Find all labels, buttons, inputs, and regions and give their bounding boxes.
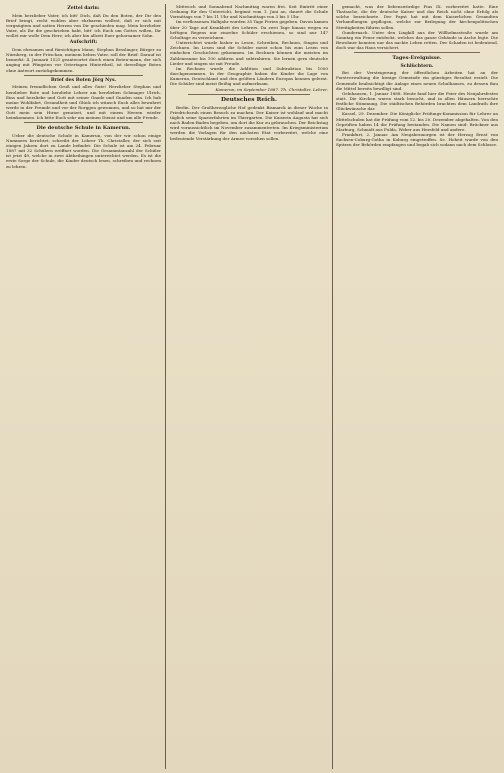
tages-section-sub: Schlüchtern. [400,63,434,69]
col3-para4: Gelnhausen, 1. Januar 1888. Heute fand hier die Feier des Neujahrsfestes statt. Die Kirchen waren stark besucht, und in allen Häusern herrschte festliche Stimmung. Die städtischen Behörden brachten dem Landrath ihre Glückwünsche dar. [336,90,498,112]
col2-intro: Mittwoch und Sonnabend Nachmittag waren frei. Seit Eintritt einer Ordnung für den Unterricht, beginnt vom 1. Juni an, dauert die Schule Vormittags von 7 bis 11 Uhr und Nachmittags von 3 bis 5 Uhr. [170,4,328,20]
story-title: Aufschrift: [69,40,98,46]
col3-para5: Kassel, 29. Dezember. Die Königliche Prüfungs-Kommission für Lehrer an Mittelschulen hat die Prüfung vom 12. bis 20. Dezember abgehalten. Von den Geprüften haben 14 die Prüfung bestanden. Die Namen sind: Brückner aus Marburg, Schmidt aus Fulda, Weber aus Hersfeld und andere. [336,111,498,132]
column-2 [170,4,328,769]
story-text: Dem ehrsamen und fürsichtigen Mann, Stephan Besslinger, Bürger zu Nürnberg, in der Fröschau, meinem lieben Vater, soll der Brief. Darauf ist bemerkt: 4. Januarii 1521 geantwortet durch einen Boten-mann, der sich anging mit Pfingsten vor Ostertagen Hintertheil, ist derselbige Boten ohne Antwort zurückgekommen. [6,46,161,73]
col3-para2: Gundernach. Unter den Lingkill aus der Willhelmsstraße wurde am Sonntag ein Feuer entdeckt, welches das ganze Gebäude in Asche legte. Die Bewohner konnten nur das nackte Leben retten. Der Schaden ist bedeutend, doch war das Haus versichert. [336,29,498,51]
section3-text: Ueber die deutsche Schule in Kamerun, von der wir schon einige Nummern berichtet, schreibt der Lehrer Th. Christaller, der sich seit einigen Jahren dort zu Lande befindet: Die Schule ist am 24. Februar 1887 mit 32 Schülern eröffnet worden. Die Gesammtanzahl der Schüler ist jetzt 49, welche in zwei Abtheilungen unterrichtet werden. Es ist die erste Sorge der Schule, die Kinder deutsch lesen, schreiben und rechnen zu lehren. [6,132,161,169]
section2-title: Brief des Boten Jörg Nys. [50,77,117,83]
reich-section-text: Berlin. Der Großherzogliche Hof gedenkt Bismarck in dieser Woche in Friedrichsruh einen Besuch zu machen. Der Kaiser ist wohlauf und macht täglich seine Spazierfahrten im Thiergarten. Die Kaiserin Augusta hat sich nach Baden-Baden begeben, um dort die Kur zu gebrauchen. Der Reichstag wird voraussichtlich im November zusammentreten. Im Kriegsministerium werden die Vorlagen für den nächsten Etat vorbereitet, welche eine bedeutende Verstärkung der Armee vorsehen sollen. [170,104,328,141]
poem-title: Zettel darin: [67,6,100,11]
reich-section-title: Deutsches Reich. [220,96,278,103]
column-rule-right [332,4,333,769]
column-rule-left [165,4,166,769]
col2-para4: Im Rechnen wurde die Addition und Subtraktion bis 1000 durchgenommen. In der Geographie haben die Kinder die Lage von Kamerun, Deutschland und den größten Ländern Europas kennen gelernt. Die Schüler sind meist fleißig und aufmerksam. [170,65,328,87]
col2-para2: Im verflossenen Halbjahr wurden 35 Tage Ferien gegeben. Davon kamen über 20 Tage auf Krankheit des Lehrers. Da zwei Tage hinaus wegen zu heftigen Regens nur einzelne Schüler erschienen, so sind nur 147 Schultage zu verzeichnen. [170,19,328,40]
tages-section-title: Tages-Ereignisse. [392,55,442,62]
divider [24,75,143,76]
divider [354,52,480,53]
column-3 [336,4,498,769]
col2-para3: Unterrichtet wurde bisher in Lesen, Schreiben, Rechnen, Singen und Zeichnen. Im Lesen sind die Schüler meist schon bis zum Lesen von einfachen Geschichten gekommen. Im Rechnen können die meisten im Zahlenraume bis 100 addiren und subtrahiren. Sie lernen gern deutsche Lieder und singen sie mit Freude. [170,40,328,66]
section3-title: Die deutsche Schule in Kamerun. [36,125,131,132]
divider [24,122,143,123]
tages-section-text: Bei der Versteigerung der öffentlichen Arbeiten hat an der Forstverwaltung die hiesige Gemeinde ein günstiges Resultat erzielt. Die Gemeinde beabsichtigt die Anlage eines neuen Schulhauses, zu dessen Bau die Mittel bereits bewilligt sind. [336,70,498,91]
col3-para6: Frankfurt, 2. Januar. Am Neujahrsmorgen ist der Herzog Ernst von Sachsen-Coburg-Gotha in Koburg eingetroffen. Se. Hoheit wurde von den Spitzen der Behörden empfangen und begab sich sodann nach dem Schlosse. [336,132,498,148]
column-1 [6,4,161,769]
col3-intro: gemacht, was der liebenswürdige Pius IX. vorbereitet hatte. Eine Thatsache, die der deutsche Kaiser und das Reich nicht ohne Erfolg als solche bezeichnete. Der Papst hat mit dem Kaiserlichen Gesandten Verhandlungen gepflogen, welche zur Beilegung der kirchenpolitischen Streitigkeiten führen sollen. [336,4,498,30]
col2-signature: Kamerun, im September 1887. Th. Christaller, Lehrer. [215,86,328,92]
section2-text: Meinen freundlichen Gruß und alles Gute! Herzlieber Stephan und herzlieber Bote und herzliebe Lehrer am herzlieben Schmager Ulrich. Eins und herzliebe und Gott mit seiner Gnade und Gnaden sein. Ich hab meine Wohlfahrt, Gesundheit und Glück ich wünsch Euch alles bewahret werde in der Fremde und vor der Rorggen gewonnen, und so hat mir der Gott mein sein Hirne genutzet, und mit einem Herzen wieder heimkommen. Ich bitte Euch sehr um meinen Dienst und um alle Freude. [6,84,161,121]
poem-text: Mein herzlieber Vater, ich bitt' Dich, daß Du den Boten, der Dir den Brief bringt, recht wohlen aber ehrbarem wollest, daß er sich mit vergnügtem und satten Herzen von Dir geschieden mag. Mein herzlieber Vater, als Ihr die geschrieben habt, bitt' ich Euch um Gottes willen, Ihr wollet mir wolle Dein Herz; ich aber bin allzeit Euer gehorsamer Sohn. [6,12,161,39]
divider [188,94,310,95]
